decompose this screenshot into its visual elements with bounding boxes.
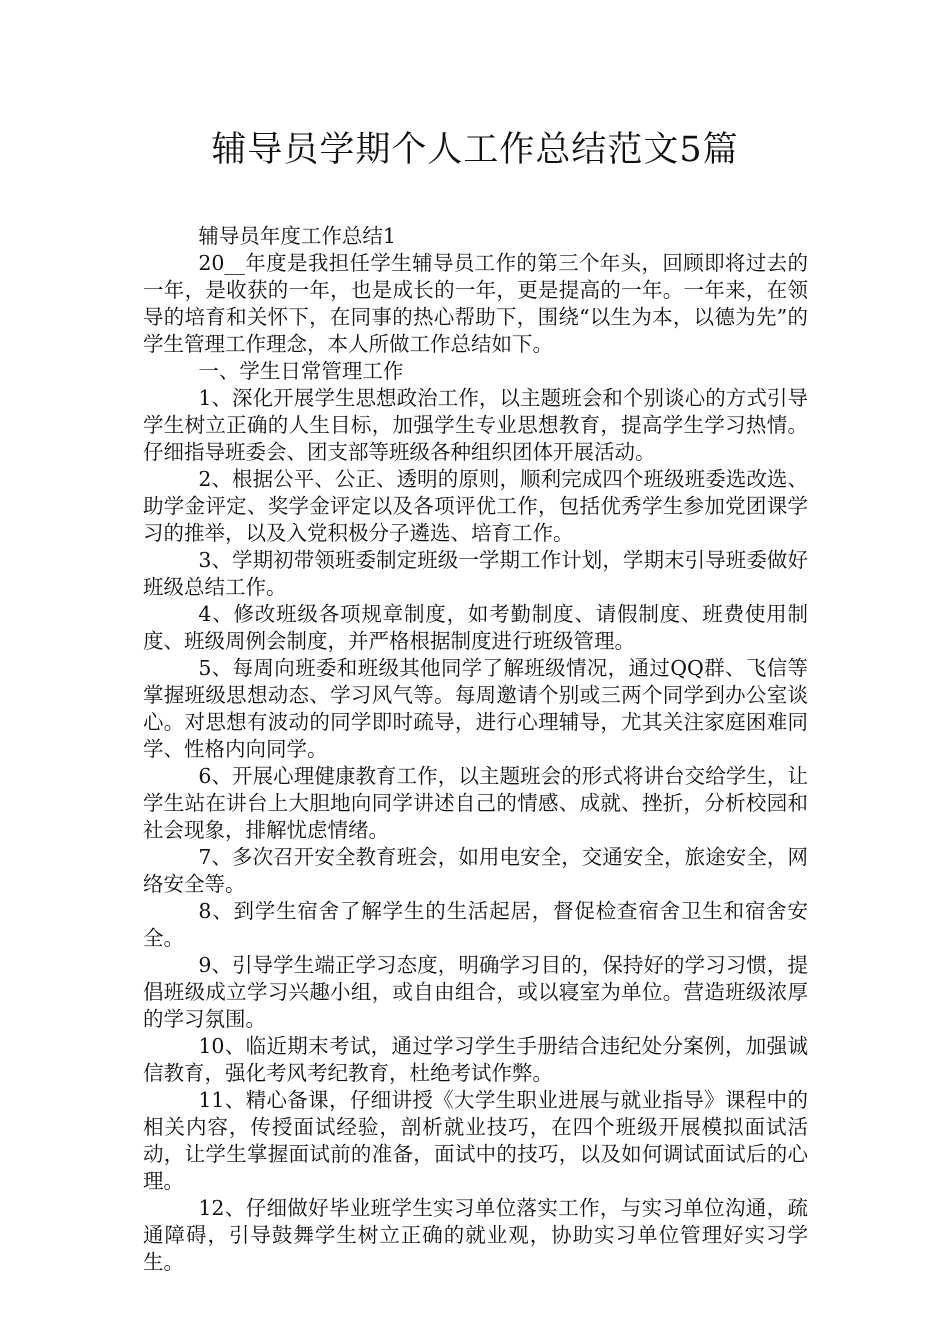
section-heading-summary-1: 辅导员年度工作总结1 bbox=[198, 224, 396, 248]
document-body bbox=[143, 223, 808, 1276]
list-item-10: 10、临近期末考试，通过学习学生手册结合违纪处分案例，加强诚信教育，强化考风考纪教育，杜绝考试作弊。 bbox=[143, 1034, 808, 1085]
list-item-8: 8、到学生宿舍了解学生的生活起居，督促检查宿舍卫生和宿舍安全。 bbox=[143, 899, 808, 950]
list-item-2: 2、根据公平、公正、透明的原则，顺利完成四个班级班委选改选、助学金评定、奖学金评定以及各项评优工作，包括优秀学生参加党团课学习的推举，以及入党积极分子遴选、培育工作。 bbox=[143, 467, 808, 545]
intro-paragraph: 20__年度是我担任学生辅导员工作的第三个年头，回顾即将过去的一年，是收获的一年，也是成长的一年，更是提高的一年。一年来，在领导的培育和关怀下，在同事的热心帮助下，围绕“以生为本，以德为先”的学生管理工作理念，本人所做工作总结如下。 bbox=[143, 251, 808, 356]
list-item-1: 1、深化开展学生思想政治工作，以主题班会和个别谈心的方式引导学生树立正确的人生目标，加强学生专业思想教育，提高学生学习热情。仔细指导班委会、团支部等班级各种组织团体开展活动。 bbox=[143, 386, 808, 464]
list-item-7: 7、多次召开安全教育班会，如用电安全，交通安全，旅途安全，网络安全等。 bbox=[143, 845, 808, 896]
list-item-11: 11、精心备课，仔细讲授《大学生职业进展与就业指导》课程中的相关内容，传授面试经验，剖析就业技巧，在四个班级开展模拟面试活动，让学生掌握面试前的准备，面试中的技巧，以及如何调试面试后的心理。 bbox=[143, 1088, 808, 1193]
list-item-4: 4、修改班级各项规章制度，如考勤制度、请假制度、班费使用制度、班级周例会制度，并严格根据制度进行班级管理。 bbox=[143, 602, 808, 653]
list-item-9: 9、引导学生端正学习态度，明确学习目的，保持好的学习习惯，提倡班级成立学习兴趣小组，或自由组合，或以寝室为单位。营造班级浓厚的学习氛围。 bbox=[143, 953, 808, 1031]
list-item-12: 12、仔细做好毕业班学生实习单位落实工作，与实习单位沟通，疏通障碍，引导鼓舞学生树立正确的就业观，协助实习单位管理好实习学生。 bbox=[143, 1196, 808, 1274]
list-item-3: 3、学期初带领班委制定班级一学期工作计划，学期末引导班委做好班级总结工作。 bbox=[143, 548, 808, 599]
list-item-6: 6、开展心理健康教育工作，以主题班会的形式将讲台交给学生，让学生站在讲台上大胆地向同学讲述自己的情感、成就、挫折，分析校园和社会现象，排解忧虑情绪。 bbox=[143, 764, 808, 842]
section-heading-daily-management: 一、学生日常管理工作 bbox=[198, 359, 404, 383]
document-title: 辅导员学期个人工作总结范文5篇 bbox=[211, 130, 739, 170]
list-item-5: 5、每周向班委和班级其他同学了解班级情况，通过QQ群、飞信等掌握班级思想动态、学习风气等。每周邀请个别或三两个同学到办公室谈心。对思想有波动的同学即时疏导，进行心理辅导，尤其关注家庭困难同学、性格内向同学。 bbox=[143, 656, 808, 761]
